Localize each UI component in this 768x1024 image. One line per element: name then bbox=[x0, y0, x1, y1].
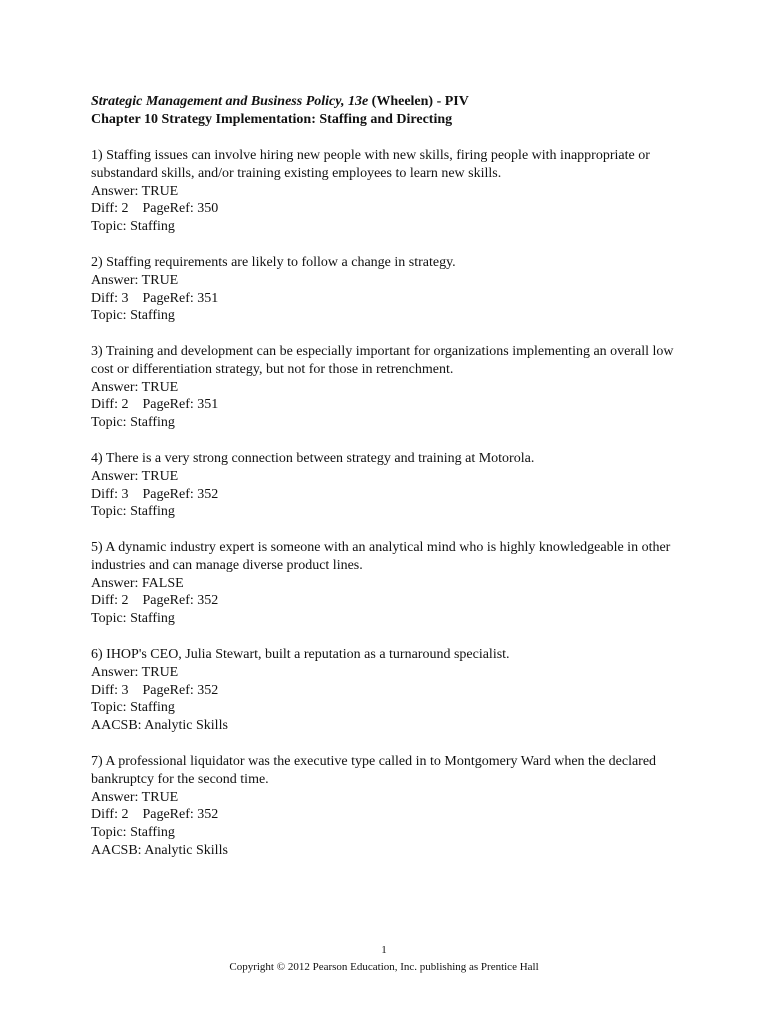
chapter-title: Chapter 10 Strategy Implementation: Staffing and Directing bbox=[91, 112, 453, 127]
difficulty: Diff: 2 PageRef: 352 bbox=[91, 807, 219, 823]
difficulty: Diff: 2 PageRef: 352 bbox=[91, 593, 219, 609]
answer: Answer: TRUE bbox=[91, 379, 179, 395]
topic: Topic: Staffing bbox=[91, 611, 175, 627]
topic: Topic: Staffing bbox=[91, 308, 175, 324]
question-1 bbox=[91, 147, 691, 236]
topic: Topic: Staffing bbox=[91, 219, 175, 235]
question-3 bbox=[91, 343, 691, 432]
book-title-line bbox=[91, 93, 469, 111]
question-5 bbox=[91, 539, 691, 628]
copyright-notice: Copyright © 2012 Pearson Education, Inc. publishing as Prentice Hall bbox=[229, 961, 539, 973]
question-6 bbox=[91, 646, 691, 735]
page-number: 1 bbox=[381, 944, 387, 956]
answer: Answer: FALSE bbox=[91, 575, 184, 591]
question-text: 6) IHOP's CEO, Julia Stewart, built a reputation as a turnaround specialist. bbox=[91, 647, 510, 662]
question-4 bbox=[91, 450, 691, 521]
topic: Topic: Staffing bbox=[91, 504, 175, 520]
answer: Answer: TRUE bbox=[91, 664, 179, 680]
answer: Answer: TRUE bbox=[91, 789, 179, 805]
question-7 bbox=[91, 753, 691, 860]
difficulty: Diff: 2 PageRef: 351 bbox=[91, 397, 219, 413]
difficulty: Diff: 3 PageRef: 352 bbox=[91, 682, 219, 698]
question-text: 4) There is a very strong connection between strategy and training at Motorola. bbox=[91, 451, 535, 466]
question-2 bbox=[91, 254, 691, 325]
question-text: 5) A dynamic industry expert is someone with an analytical mind who is highly knowledgeable in other industries and can manage diverse product lines. bbox=[91, 540, 671, 573]
document-header bbox=[91, 93, 469, 129]
aacsb: AACSB: Analytic Skills bbox=[91, 842, 228, 858]
book-edition: (Wheelen) - PIV bbox=[368, 94, 469, 109]
question-text: 2) Staffing requirements are likely to follow a change in strategy. bbox=[91, 255, 456, 270]
topic: Topic: Staffing bbox=[91, 700, 175, 716]
difficulty: Diff: 3 PageRef: 352 bbox=[91, 486, 219, 502]
difficulty: Diff: 3 PageRef: 351 bbox=[91, 290, 219, 306]
difficulty: Diff: 2 PageRef: 350 bbox=[91, 201, 219, 217]
answer: Answer: TRUE bbox=[91, 183, 179, 199]
question-text: 3) Training and development can be especially important for organizations implementing an overall low cost or differentiation strategy, but not for those in retrenchment. bbox=[91, 344, 674, 377]
aacsb: AACSB: Analytic Skills bbox=[91, 718, 228, 734]
answer: Answer: TRUE bbox=[91, 468, 179, 484]
answer: Answer: TRUE bbox=[91, 272, 179, 288]
question-text: 7) A professional liquidator was the executive type called in to Montgomery Ward when the declared bankruptcy for the second time. bbox=[91, 754, 657, 787]
topic: Topic: Staffing bbox=[91, 825, 175, 841]
book-title: Strategic Management and Business Policy, 13e bbox=[91, 94, 369, 109]
topic: Topic: Staffing bbox=[91, 415, 175, 431]
question-text: 1) Staffing issues can involve hiring new people with new skills, firing people with inappropriate or substandard skills, and/or training existing employees to learn new skills. bbox=[91, 148, 650, 181]
